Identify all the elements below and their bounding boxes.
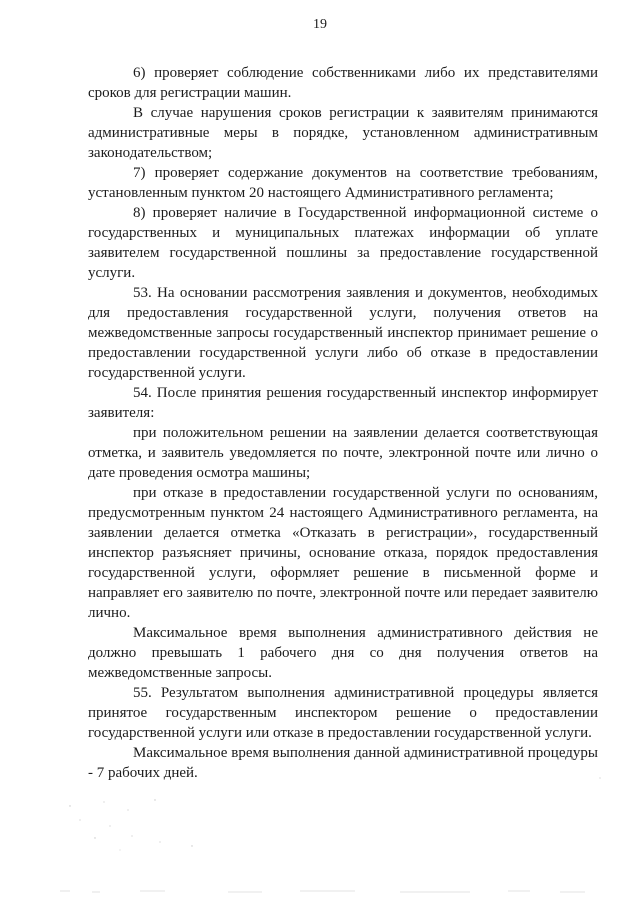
paragraph-54: 54. После принятия решения государственный инспектор информирует заявителя: xyxy=(88,385,598,421)
paragraph-55: 55. Результатом выполнения административной процедуры является принятое государственным инспектором решение о предоставлении государственной услуги или отказе в предоставлении государственной услуги. xyxy=(88,685,598,741)
paragraph-max-time-action: Максимальное время выполнения административного действия не должно превышать 1 рабочего дня со дня получения ответов на межведомственные запросы. xyxy=(88,625,598,681)
paragraph-positive-decision: при положительном решении на заявлении делается соответствующая отметка, и заявитель уведомляется по почте, электронной почте или лично о дате проведения осмотра машины; xyxy=(88,425,598,481)
paragraph-item-6: 6) проверяет соблюдение собственниками либо их представителями сроков для регистрации машин. xyxy=(88,65,598,101)
paragraph-53: 53. На основании рассмотрения заявления и документов, необходимых для предоставления государственной услуги, получения ответов на межведомственные запросы государственный инспектор принимает решение о предоставлении государственной услуги либо об отказе в предоставлении государственной услуги. xyxy=(88,285,598,381)
paragraph-max-time-procedure: Максимальное время выполнения данной административной процедуры - 7 рабочих дней. xyxy=(88,745,598,781)
paragraph-refusal: при отказе в предоставлении государственной услуги по основаниям, предусмотренным пунктом 24 настоящего Административного регламента, на заявлении делается отметка «Отказать в регистрации», государственный инспектор разъясняет причины, основание отказа, порядок предоставления государственной услуги, оформляет решение в письменной форме и направляет его заявителю по почте, электронной почте или передает заявителю лично. xyxy=(88,485,598,621)
document-body xyxy=(88,63,598,783)
paragraph-violation-measures: В случае нарушения сроков регистрации к заявителям принимаются административные меры в порядке, установленном административным законодательством; xyxy=(88,105,598,161)
page-number: 19 xyxy=(313,17,327,32)
paragraph-item-8: 8) проверяет наличие в Государственной информационной системе о государственных и муниципальных платежах информации об уплате заявителем государственной пошлины за предоставление государственной услуги. xyxy=(88,205,598,281)
paragraph-item-7: 7) проверяет содержание документов на соответствие требованиям, установленным пунктом 20 настоящего Административного регламента; xyxy=(88,165,598,201)
